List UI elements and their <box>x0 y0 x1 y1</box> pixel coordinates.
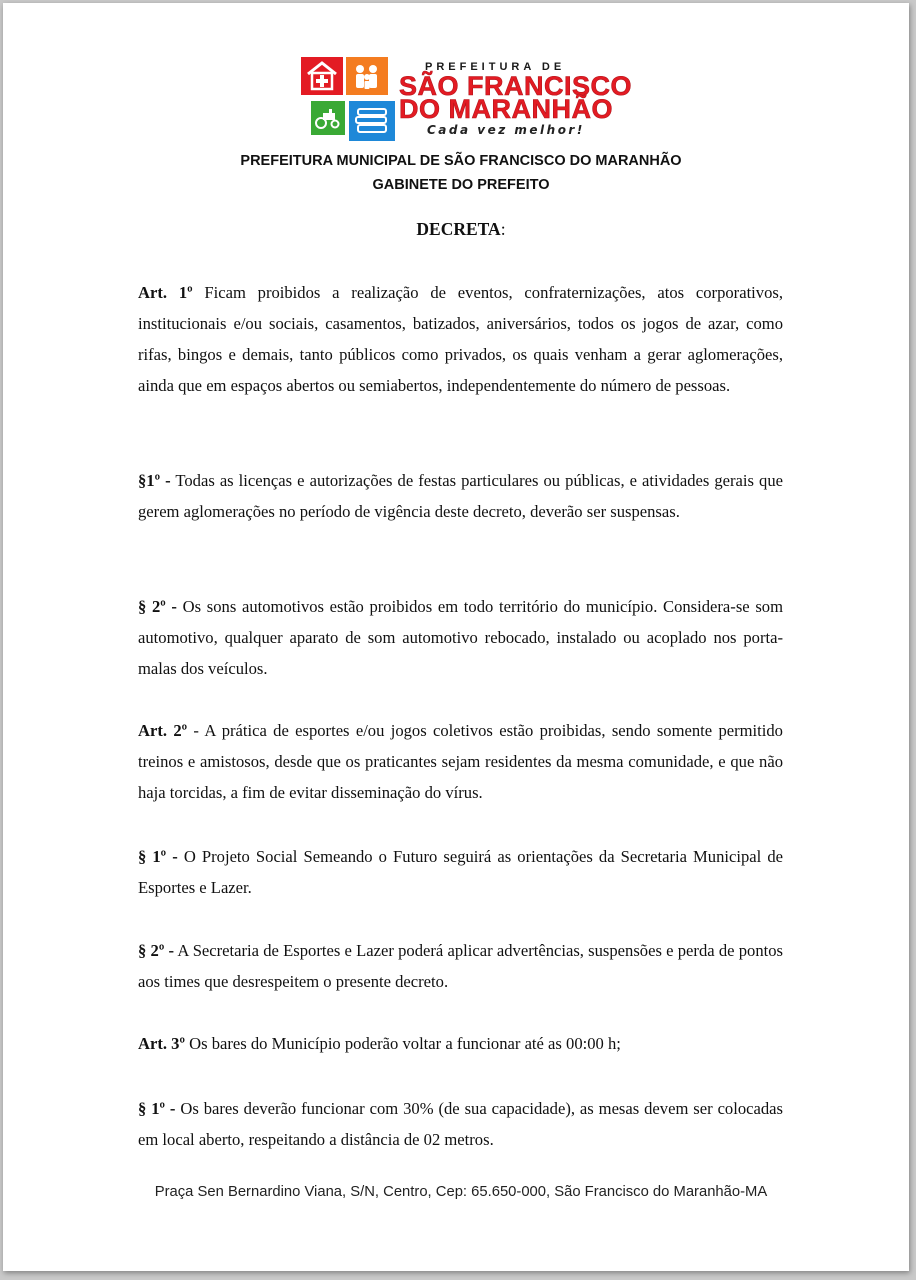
article-text: Os sons automotivos estão proibidos em todo território do município. Considera-se som automotivo, qualquer aparato de som automotivo rebocado, instalado ou acoplado nos porta-malas dos veículos. <box>138 597 783 678</box>
article-text: Ficam proibidos a realização de eventos, confraternizações, atos corporativos, institucionais e/ou sociais, casamentos, batizados, aniversários, todos os jogos de azar, como rifas, bingos e demais, tanto públicos como privados, os quais venham a gerar aglomerações, ainda que em espaços abertos ou semiabertos, independentemente do número de pessoas. <box>138 283 783 395</box>
article-paragraph <box>138 465 783 527</box>
article-paragraph <box>138 715 783 808</box>
article-text: Todas as licenças e autorizações de festas particulares ou públicas, e atividades gerais que gerem aglomerações no período de vigência deste decreto, deverão ser suspensas. <box>138 471 783 521</box>
family-icon <box>346 57 388 95</box>
article-label: §1º - <box>138 471 171 490</box>
header-title: PREFEITURA MUNICIPAL DE SÃO FRANCISCO DO MARANHÃO <box>240 153 682 169</box>
footer-address: Praça Sen Bernardino Viana, S/N, Centro, Cep: 65.650-000, São Francisco do Maranhão-MA <box>154 1184 768 1200</box>
article-label: § 1º - <box>138 1099 176 1118</box>
document-page <box>3 3 909 1271</box>
article-paragraph <box>138 277 783 401</box>
article-label: Art. 3º <box>138 1034 185 1053</box>
logo-tagline: Cada vez melhor! <box>427 123 585 137</box>
article-paragraph <box>138 1093 783 1155</box>
decreta-colon: : <box>500 219 506 239</box>
health-cross-icon <box>301 57 343 95</box>
article-paragraph <box>138 841 783 903</box>
logo-top-text: PREFEITURA DE <box>425 61 566 73</box>
article-paragraph <box>138 935 783 997</box>
article-text: Os bares do Município poderão voltar a funcionar até as 00:00 h; <box>184 1034 621 1053</box>
article-text: - A prática de esportes e/ou jogos coletivos estão proibidas, sendo somente permitido treinos e amistosos, desde que os praticantes sejam residentes da mesma comunidade, e que não haja torcidas, a fim de evitar disseminação do vírus. <box>138 721 783 802</box>
books-icon <box>349 101 395 141</box>
article-label: Art. 2º <box>138 721 188 740</box>
article-paragraph <box>138 1028 783 1059</box>
article-text: Os bares deverão funcionar com 30% (de sua capacidade), as mesas devem ser colocadas em local aberto, respeitando a distância de 02 metros. <box>138 1099 783 1149</box>
prefeitura-logo <box>301 55 631 145</box>
tractor-icon <box>311 101 345 135</box>
logo-line-2: DO MARANHÃO <box>399 94 613 124</box>
article-label: § 2º - <box>138 597 177 616</box>
article-text: A Secretaria de Esportes e Lazer poderá aplicar advertências, suspensões e perda de pontos aos times que desrespeitem o presente decreto. <box>138 941 783 991</box>
article-label: Art. 1º <box>138 283 193 302</box>
logo-line-1: SÃO FRANCISCO <box>399 71 633 101</box>
decreta-word: DECRETA <box>416 219 501 239</box>
article-label: § 1º - <box>138 847 178 866</box>
article-paragraph <box>138 591 783 684</box>
header-subtitle: GABINETE DO PREFEITO <box>372 177 550 193</box>
article-label: § 2º - <box>138 941 175 960</box>
article-text: O Projeto Social Semeando o Futuro seguirá as orientações da Secretaria Municipal de Esportes e Lazer. <box>138 847 783 897</box>
decreta-heading <box>3 219 916 240</box>
